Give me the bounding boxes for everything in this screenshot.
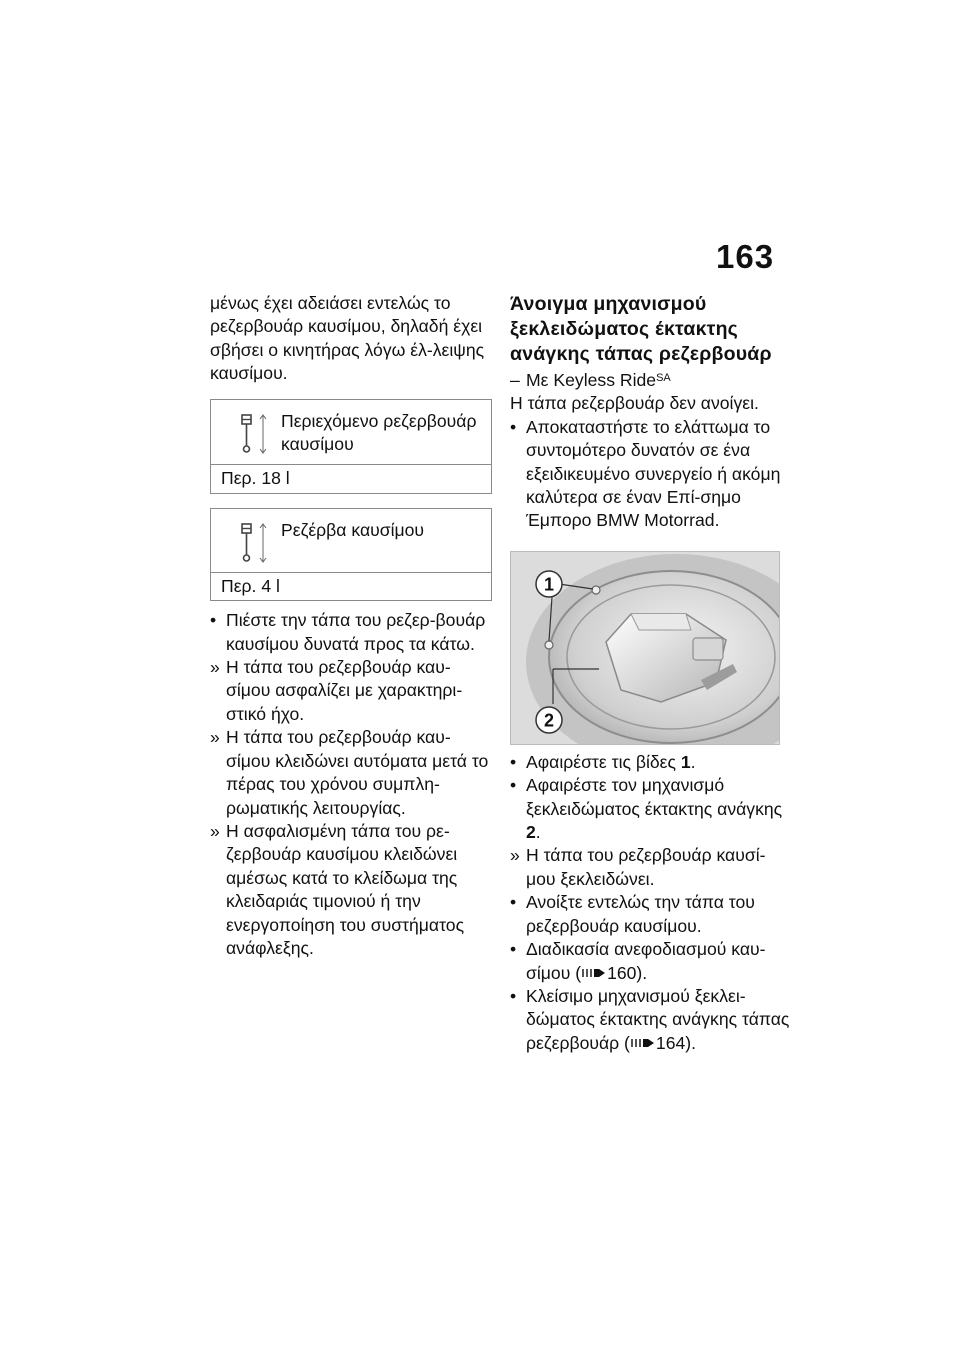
- list-item: • Ανοίξτε εντελώς την τάπα του ρεζερβουάρ καυσίμου.: [510, 892, 755, 936]
- section-title: Άνοιγμα μηχανισμού ξεκλειδώματος έκτακτης ανάγκης τάπας ρεζερβουάρ: [510, 293, 772, 365]
- callout-1: 1: [543, 574, 555, 595]
- list-item: » Η τάπα του ρεζερβουάρ καυ-σίμου κλειδώνει αυτόματα μετά το πέρας του χρόνου συμπλη-ρωματικής λειτουργίας.: [210, 727, 489, 818]
- list-item: • Αφαιρέστε τις βίδες 1.: [510, 751, 696, 772]
- list-item: • Αφαιρέστε τον μηχανισμό ξεκλειδώματος έκτακτης ανάγκης 2.: [510, 775, 783, 843]
- fuel-tank-capacity-box: [210, 399, 492, 494]
- list-item: • Αποκαταστήστε το ελάττωμα το συντομότερο δυνατόν σε ένα εξειδικευμένο συνεργείο ή ακόμη καλύτερα σε έναν Επί-σημο Έμπορο BMW Motorrad.: [510, 416, 781, 531]
- fuel-reserve-box: [210, 508, 492, 601]
- list-item: • Διαδικασία ανεφοδιασμού καυ-σίμου ( 160).: [510, 939, 766, 983]
- page-reference-arrow-icon: [630, 1036, 656, 1050]
- page-number: 163: [716, 238, 775, 275]
- left-column: [210, 292, 492, 960]
- variant-note: – Με Keyless Ride$^{SA}$: [510, 370, 671, 390]
- fuel-gauge-icon: [233, 520, 271, 564]
- fuel-tank-capacity-label: Περιεχόμενο ρεζερβουάρ καυσίμου: [281, 410, 477, 455]
- left-steps-list: [210, 609, 492, 960]
- callout-2: 2: [543, 710, 555, 731]
- page-reference-164[interactable]: 164: [655, 1032, 686, 1053]
- fuel-cap-illustration: [510, 551, 780, 745]
- list-item: » Η τάπα του ρεζερβουάρ καυσί-μου ξεκλειδώνει.: [510, 845, 766, 889]
- fuel-gauge-icon: [233, 411, 271, 455]
- right-column: [510, 292, 792, 1055]
- fuel-tank-capacity-value: Περ. 18 l: [211, 464, 491, 492]
- fuel-reserve-value: Περ. 4 l: [211, 572, 491, 600]
- right-steps-list: [510, 751, 792, 1055]
- left-intro-paragraph: μένως έχει αδειάσει εντελώς το ρεζερβουάρ καυσίμου, δηλαδή έχει σβήσει ο κινητήρας λόγω έλ-λειψης καυσίμου.: [210, 293, 485, 384]
- list-item: » Η τάπα του ρεζερβουάρ καυ-σίμου ασφαλίζει με χαρακτηρι-στικό ήχο.: [210, 657, 463, 724]
- list-item: » Η ασφαλισμένη τάπα του ρε-ζερβουάρ καυσίμου κλειδώνει αμέσως κατά το κλείδωμα της κλειδαριάς τιμονιού ή την ενεργοποίηση του συστήματος ανάφλεξης.: [210, 820, 465, 958]
- page-reference-160[interactable]: 160: [607, 962, 637, 983]
- fuel-reserve-label: Ρεζέρβα καυσίμου: [281, 519, 425, 540]
- fuel-cap-image: [511, 552, 780, 745]
- list-item: • Πιέστε την τάπα του ρεζερ-βουάρ καυσίμου δυνατά προς τα κάτω.: [210, 610, 486, 654]
- sa-superscript: SA: [656, 372, 671, 384]
- right-intro: Η τάπα ρεζερβουάρ δεν ανοίγει.: [510, 393, 759, 414]
- list-item: • Κλείσιμο μηχανισμού ξεκλει-δώματος έκτακτης ανάγκης τάπας ρεζερβουάρ ( 164).: [510, 985, 790, 1053]
- right-top-list: [510, 416, 792, 533]
- page-reference-arrow-icon: [581, 966, 607, 980]
